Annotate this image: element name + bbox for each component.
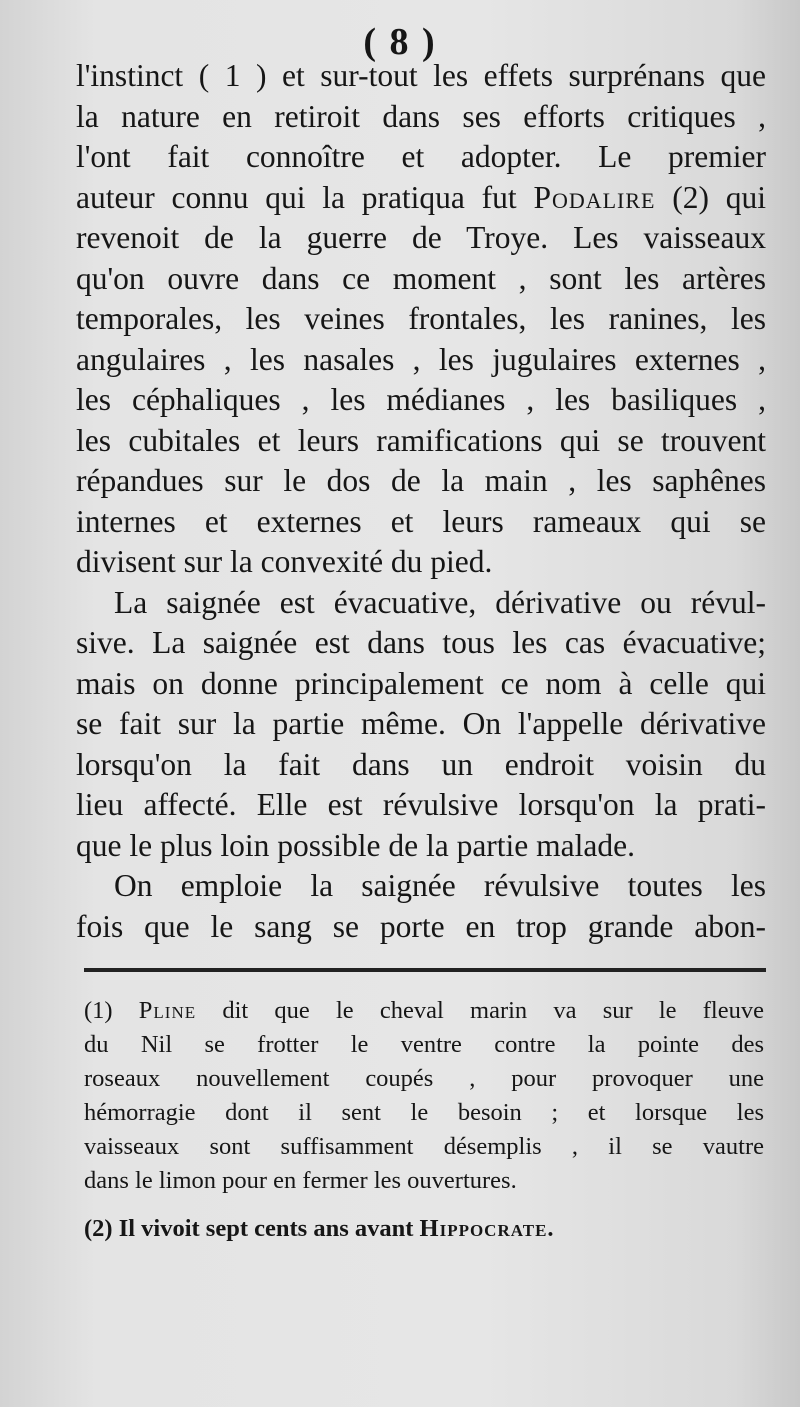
main-text	[76, 56, 766, 947]
text-line: internes et externes et leurs rameaux qui se	[76, 503, 766, 539]
footnote-line: roseaux nouvellement coupés , pour provoquer une	[84, 1065, 764, 1092]
text-line: divisent sur la convexité du pied.	[76, 544, 493, 579]
text-line: sive. La saignée est dans tous les cas évacuative;	[76, 625, 766, 660]
text-fragment: (2) Il vivoit sept cents ans avant	[84, 1215, 420, 1242]
text-line: les céphaliques , les médianes , les basiliques ,	[76, 382, 766, 417]
text-line: revenoit de la guerre de Troye. Les vaisseaux	[76, 220, 766, 255]
name-podalire: Podalire	[533, 179, 656, 215]
text-line: temporales, les veines frontales, les ranines, les	[76, 301, 766, 336]
footnote-line: vaisseaux sont suffisamment désemplis , il se vautre	[84, 1133, 764, 1160]
text-line: les cubitales et leurs ramifications qui se trouvent	[76, 422, 766, 458]
text-line: lorsqu'on la fait dans un endroit voisin du	[76, 746, 766, 782]
text-fragment: dit que le cheval marin va sur le fleuve	[196, 997, 764, 1024]
footnote-divider	[84, 968, 766, 972]
text-line: La saignée est évacuative, dérivative ou révul-	[114, 584, 766, 620]
text-fragment: (1)	[84, 997, 139, 1024]
footnote-line: hémorragie dont il sent le besoin ; et lorsque les	[84, 1099, 764, 1126]
text-line: la nature en retiroit dans ses efforts critiques ,	[76, 98, 766, 134]
footnote-line	[84, 1212, 764, 1246]
text-fragment: auteur connu qui la pratiqua fut	[76, 179, 534, 215]
text-line: répandues sur le dos de la main , les saphênes	[76, 463, 766, 498]
text-line: On emploie la saignée révulsive toutes les	[114, 868, 766, 903]
text-line: fois que le sang se porte en trop grande abon-	[76, 908, 766, 944]
name-hippocrate: Hippocrate.	[419, 1215, 555, 1242]
footnote-line	[84, 994, 764, 1028]
text-line: angulaires , les nasales , les jugulaires externes ,	[76, 341, 766, 377]
text-fragment: (2) qui	[655, 179, 767, 215]
footnotes	[84, 994, 764, 1246]
text-line: que le plus loin possible de la partie malade.	[76, 827, 635, 863]
footnote-line: dans le limon pour en fermer les ouvertures.	[84, 1167, 517, 1194]
name-pline: Pline	[138, 997, 197, 1024]
text-line	[76, 178, 766, 219]
text-line: mais on donne principalement ce nom à celle qui	[76, 665, 766, 701]
text-line: l'ont fait connoître et adopter. Le premier	[76, 139, 766, 174]
page-number: ( 8 )	[363, 21, 437, 63]
footnote-line: du Nil se frotter le ventre contre la pointe des	[84, 1031, 764, 1058]
text-line: lieu affecté. Elle est révulsive lorsqu'on la prati-	[76, 787, 766, 822]
text-line: qu'on ouvre dans ce moment , sont les artères	[76, 260, 766, 296]
text-line: se fait sur la partie même. On l'appelle dérivative	[76, 706, 766, 741]
text-line: l'instinct ( 1 ) et sur-tout les effets surprénans que	[76, 58, 766, 93]
